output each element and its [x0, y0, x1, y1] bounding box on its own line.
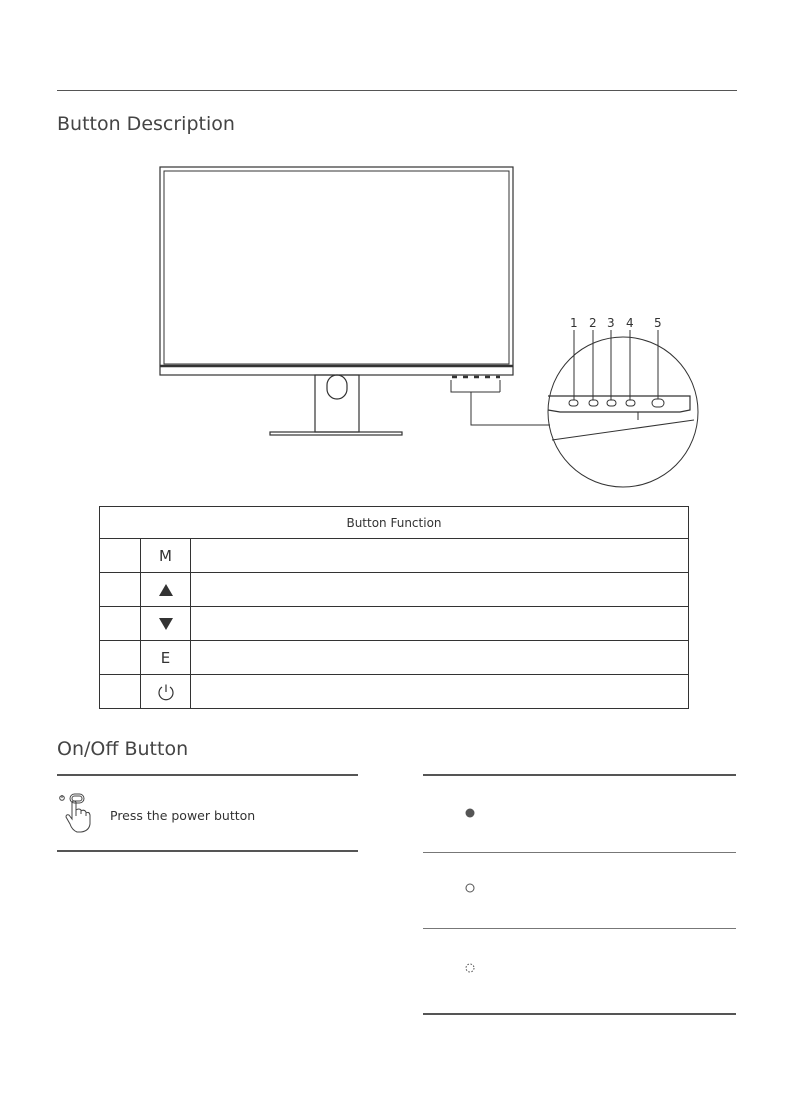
table-row: [100, 573, 689, 607]
led-flashing-icon: [464, 962, 476, 974]
rule: [423, 1013, 736, 1015]
monitor-bezel: [160, 167, 513, 375]
table-row: [100, 675, 689, 709]
callout-5: 5: [654, 316, 662, 330]
function-cell: [191, 641, 689, 675]
callout-1: 1: [570, 316, 578, 330]
rule: [423, 928, 736, 929]
function-cell: [191, 539, 689, 573]
callout-numbers: [570, 316, 662, 330]
press-power-instruction: Press the power button: [110, 808, 256, 823]
monitor-diagram: [0, 0, 794, 500]
function-cell: [191, 607, 689, 641]
down-triangle-icon: [141, 607, 191, 641]
monitor-screen: [164, 171, 509, 364]
rule: [57, 774, 358, 776]
exit-e-icon: E: [141, 641, 191, 675]
zoom-buttons: [569, 399, 664, 407]
monitor-front: [160, 167, 550, 435]
function-cell: [191, 573, 689, 607]
section-title-on-off-button: On/Off Button: [57, 738, 189, 760]
led-solid-icon: [464, 807, 476, 819]
button-function-table: [99, 506, 689, 709]
function-cell: [191, 675, 689, 709]
callout-4: 4: [626, 316, 634, 330]
rule: [423, 852, 736, 853]
rule: [423, 774, 736, 776]
menu-m-icon: M: [141, 539, 191, 573]
led-off-icon: [464, 882, 476, 894]
stand-cable-hole: [327, 375, 347, 399]
table-row: [100, 539, 689, 573]
section-title-button-description: Button Description: [57, 113, 235, 135]
hand-pressing-power-icon: [57, 790, 97, 834]
monitor-stand-neck: [315, 375, 359, 432]
table-header: Button Function: [100, 507, 689, 539]
rule: [57, 850, 358, 852]
callout-3: 3: [607, 316, 615, 330]
power-icon: [141, 675, 191, 709]
up-triangle-icon: [141, 573, 191, 607]
table-row: [100, 641, 689, 675]
zoom-detail: [548, 330, 698, 487]
table-row: [100, 607, 689, 641]
callout-2: 2: [589, 316, 597, 330]
monitor-stand-base: [270, 432, 402, 435]
